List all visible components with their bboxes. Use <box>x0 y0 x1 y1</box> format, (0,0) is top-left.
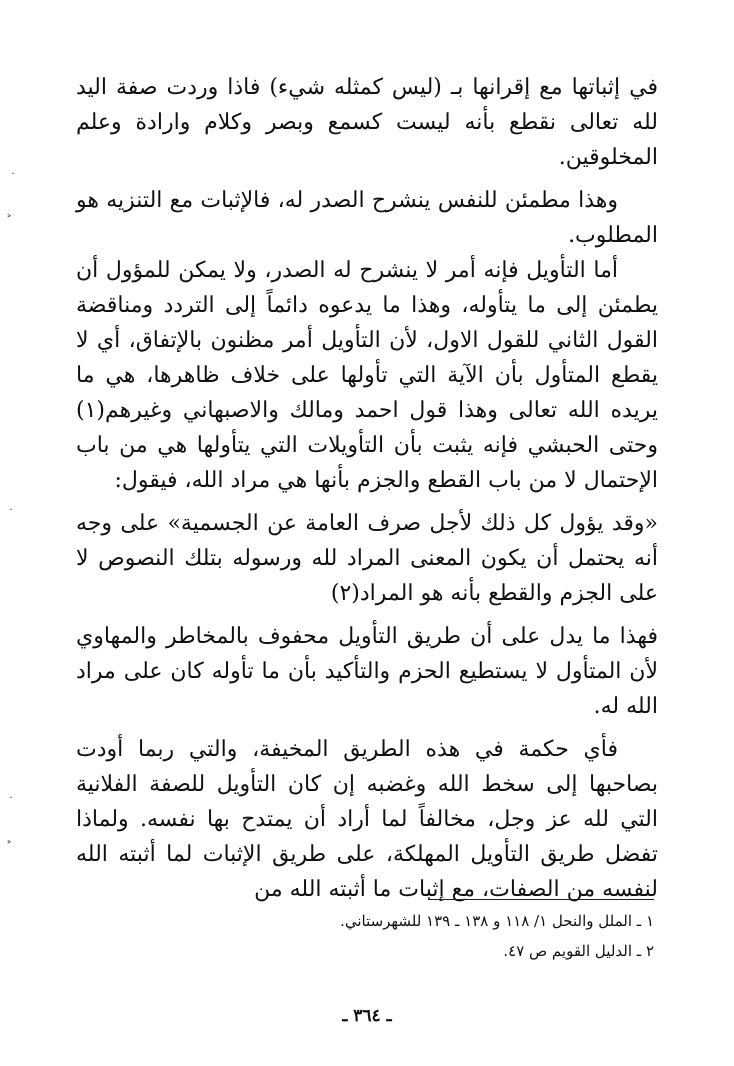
footnote: ١ ـ الملل والنحل ١/ ١١٨ و ١٣٨ ـ ١٣٩ للشهرستاني. <box>340 912 654 930</box>
paragraph: في إثباتها مع إقرانها بـ (ليس كمثله شيء) فاذا وردت صفة اليد لله تعالى نقطع بأنه ليست كسمع وبصر وكلام وارادة وعلم المخلوقين. <box>76 75 658 170</box>
footnote: ٢ ـ الدليل القويم ص ٤٧. <box>503 942 654 960</box>
body-text <box>76 70 658 907</box>
paragraph: وهذا مطمئن للنفس ينشرح الصدر له، فالإثبات مع التنزيه هو المطلوب. <box>76 188 658 248</box>
margin-mark: ˃ <box>6 213 12 227</box>
paragraph: فأي حكمة في هذه الطريق المخيفة، والتي ربما أودت بصاحبها إلى سخط الله وغضبه إن كان التأويل للصفة الفلانية التي لله عز وجل، مخالفاً لما أراد أن يمتدح بها نفسه. ولماذا تفضل طريق التأويل المهلكة، على طريق الإثبات لما أثبته الله لنفسه من الصفات، مع إثبات ما أثبته الله من <box>76 737 658 902</box>
margin-mark: ˙ <box>8 795 14 809</box>
margin-mark: ˃ <box>6 839 12 853</box>
page-number: ـ ٣٦٤ ـ <box>342 1006 392 1026</box>
paragraph: أما التأويل فإنه أمر لا ينشرح له الصدر، ولا يمكن للمؤول أن يطمئن إلى ما يتأوله، وهذا ما يدعوه دائماً إلى التردد ومناقضة القول الثاني للقول الاول، لأن التأويل أمر مظنون بالإتفاق، أي لا يقطع المتأول بأن الآية التي تأولها على خلاف ظاهرها، هي ما يريده الله تعالى وهذا قول احمد ومالك والاصبهاني وغيرهم(١) وحتى الحبشي فإنه يثبت بأن التأويلات التي يتأولها هي من باب الإحتمال لا من باب القطع والجزم بأنها هي مراد الله، فيقول: <box>76 258 658 493</box>
quote-paragraph: «وقد يؤول كل ذلك لأجل صرف العامة عن الجسمية» على وجه أنه يحتمل أن يكون المعنى المراد لله ورسوله بتلك النصوص لا على الجزم والقطع بأنه هو المراد(٢) <box>76 511 658 606</box>
paragraph: فهذا ما يدل على أن طريق التأويل محفوف بالمخاطر والمهاوي لأن المتأول لا يستطيع الحزم والتأكيد بأن ما تأوله كان على مراد الله له. <box>76 624 658 719</box>
margin-mark: ˙ <box>10 171 16 185</box>
footnote-separator <box>428 899 654 900</box>
margin-mark: ˙ <box>8 507 14 521</box>
footnotes <box>230 906 654 966</box>
